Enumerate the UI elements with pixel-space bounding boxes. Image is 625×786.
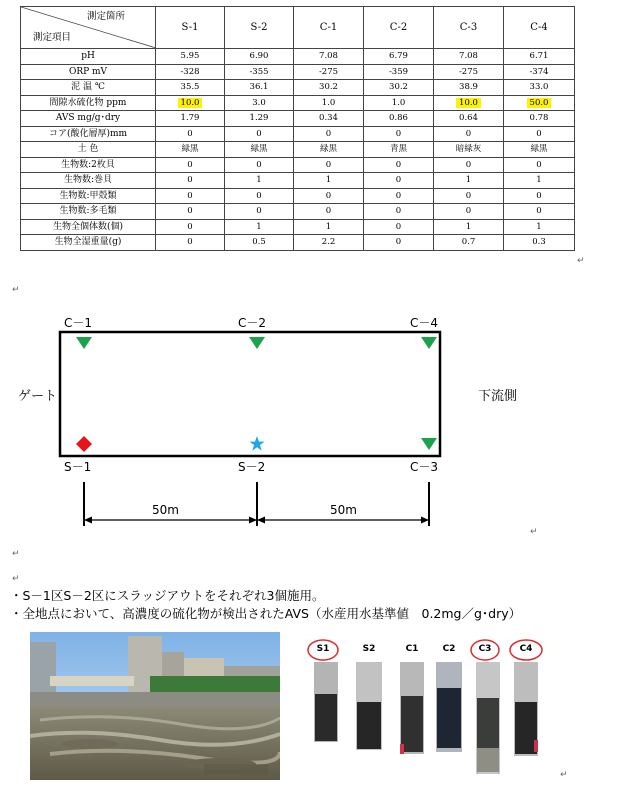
arrowhead bbox=[257, 517, 265, 524]
table-cell bbox=[434, 204, 504, 220]
table-cell bbox=[434, 111, 504, 127]
cell-value: 1 bbox=[256, 221, 262, 232]
return-mark: ↵ bbox=[12, 549, 20, 559]
measurement-table bbox=[20, 6, 575, 251]
cell-value: 0 bbox=[536, 190, 542, 201]
table-cell bbox=[225, 188, 294, 204]
core-label-s2: S2 bbox=[362, 644, 376, 654]
cell-value: 0 bbox=[256, 206, 262, 217]
cell-value: 緑黒 bbox=[319, 144, 337, 155]
cell-value: 2.2 bbox=[321, 237, 336, 248]
highlighted-value: 50.0 bbox=[527, 98, 552, 108]
cell-value: 30.2 bbox=[389, 82, 408, 93]
cell-value: 0 bbox=[187, 175, 193, 186]
cell-value: 0 bbox=[395, 221, 402, 232]
table-corner-cell bbox=[21, 7, 156, 49]
cell-value: 1 bbox=[465, 221, 472, 232]
table-cell bbox=[434, 126, 504, 142]
cell-value: -328 bbox=[180, 66, 200, 77]
cell-value: 0 bbox=[187, 190, 193, 201]
row-label: 土 色 bbox=[21, 142, 156, 158]
table-cell bbox=[156, 111, 225, 127]
table-row bbox=[21, 188, 575, 204]
cell-value: 0 bbox=[395, 206, 402, 217]
return-mark: ↵ bbox=[12, 574, 20, 584]
table-cell bbox=[156, 80, 225, 96]
table-cell bbox=[294, 235, 364, 251]
table-cell bbox=[364, 219, 434, 235]
table-cell bbox=[434, 49, 504, 65]
row-label: ORP mV bbox=[21, 64, 156, 80]
note-avs-detection: ・全地点において、高濃度の硫化物が検出されたAVS（水産用水基準値 0.2mg／g･dry） bbox=[10, 606, 522, 621]
cell-value: 7.08 bbox=[459, 51, 478, 62]
cell-value: 0 bbox=[187, 221, 193, 232]
row-label: 生物数:甲殻類 bbox=[21, 188, 156, 204]
cell-value: 6.71 bbox=[529, 51, 549, 62]
table-row bbox=[21, 157, 575, 173]
table-cell bbox=[225, 64, 294, 80]
table-cell bbox=[225, 219, 294, 235]
core-tube-c1 bbox=[400, 662, 424, 754]
cell-value: 0 bbox=[395, 128, 402, 139]
cell-value: 緑黒 bbox=[181, 144, 199, 155]
table-row bbox=[21, 173, 575, 189]
cell-value: 30.2 bbox=[319, 82, 338, 93]
column-header: C-4 bbox=[504, 7, 575, 49]
table-row bbox=[21, 80, 575, 96]
table-cell bbox=[294, 157, 364, 173]
cell-value: 0 bbox=[256, 128, 262, 139]
cell-value: 0 bbox=[395, 237, 402, 248]
core-label-c3: C3 bbox=[478, 644, 492, 654]
table-header-row bbox=[21, 7, 575, 49]
table-row bbox=[21, 49, 575, 65]
table-row bbox=[21, 95, 575, 111]
distance-label: 50m bbox=[330, 503, 357, 517]
table-cell bbox=[156, 95, 225, 111]
cell-value: 0 bbox=[465, 128, 472, 139]
table-body bbox=[21, 49, 575, 251]
cell-value: 7.08 bbox=[319, 51, 338, 62]
row-label: 生物全湿重量(g) bbox=[21, 235, 156, 251]
cell-value: 1.79 bbox=[180, 113, 200, 124]
table-cell bbox=[225, 204, 294, 220]
table-cell bbox=[504, 64, 575, 80]
corner-label-items: 測定項目 bbox=[33, 32, 72, 43]
diamond-marker-s1 bbox=[76, 436, 92, 452]
table-cell bbox=[294, 142, 364, 158]
table-cell bbox=[504, 173, 575, 189]
table-cell bbox=[364, 80, 434, 96]
cell-value: 1 bbox=[325, 175, 332, 186]
core-tube-c3 bbox=[476, 662, 500, 774]
table-cell bbox=[434, 80, 504, 96]
core-label-c2: C2 bbox=[442, 644, 456, 654]
table-cell bbox=[364, 204, 434, 220]
return-mark: ↵ bbox=[577, 256, 585, 266]
triangle-marker-c1 bbox=[76, 337, 92, 349]
table-cell bbox=[364, 157, 434, 173]
triangle-marker-c4 bbox=[421, 337, 437, 349]
row-label: 生物全個体数(個) bbox=[21, 219, 156, 235]
column-header: C-2 bbox=[364, 7, 434, 49]
table-cell bbox=[434, 173, 504, 189]
table-cell bbox=[156, 204, 225, 220]
table-cell bbox=[156, 49, 225, 65]
table-cell bbox=[364, 188, 434, 204]
table-cell bbox=[225, 173, 294, 189]
cell-value: 0.5 bbox=[252, 237, 266, 248]
table-cell bbox=[504, 126, 575, 142]
table-cell bbox=[156, 235, 225, 251]
row-label: 生物数:巻貝 bbox=[21, 173, 156, 189]
table-cell bbox=[294, 49, 364, 65]
table-cell bbox=[156, 126, 225, 142]
field-site-photo bbox=[30, 632, 280, 780]
table-row bbox=[21, 64, 575, 80]
table-cell bbox=[225, 126, 294, 142]
column-header: S-2 bbox=[225, 7, 294, 49]
cell-value: 0 bbox=[395, 175, 402, 186]
cell-value: 6.90 bbox=[249, 51, 269, 62]
cell-value: 0 bbox=[187, 128, 193, 139]
table-cell bbox=[156, 64, 225, 80]
cell-value: 0.7 bbox=[461, 237, 476, 248]
cell-value: 0 bbox=[325, 159, 332, 170]
site-label-c3: C－3 bbox=[410, 460, 439, 474]
table-cell bbox=[225, 95, 294, 111]
cell-value: -275 bbox=[318, 66, 339, 77]
cell-value: 0 bbox=[465, 190, 472, 201]
cell-value: 0.86 bbox=[389, 113, 408, 124]
row-label: 泥 温 ℃ bbox=[21, 80, 156, 96]
cell-value: 0 bbox=[395, 159, 402, 170]
table-cell bbox=[504, 95, 575, 111]
table-cell bbox=[504, 188, 575, 204]
cell-value: 38.9 bbox=[459, 82, 478, 93]
table-cell bbox=[294, 173, 364, 189]
cell-value: 0 bbox=[325, 190, 332, 201]
table-cell bbox=[504, 111, 575, 127]
column-header: C-1 bbox=[294, 7, 364, 49]
highlighted-value: 10.0 bbox=[456, 98, 481, 108]
gate-label: ゲート bbox=[18, 389, 58, 404]
table-cell bbox=[434, 188, 504, 204]
cell-value: 6.79 bbox=[389, 51, 408, 62]
cell-value: 0 bbox=[465, 206, 472, 217]
row-label: コア(酸化層厚)mm bbox=[21, 126, 156, 142]
table-cell bbox=[294, 204, 364, 220]
site-label-c2: C－2 bbox=[238, 316, 267, 330]
canal-photo-illustration bbox=[30, 632, 280, 780]
table-cell bbox=[156, 219, 225, 235]
table-cell bbox=[434, 142, 504, 158]
core-label-circles bbox=[306, 636, 556, 781]
cell-value: 0 bbox=[256, 159, 262, 170]
cell-value: -275 bbox=[458, 66, 479, 77]
row-label: 生物数:多毛類 bbox=[21, 204, 156, 220]
triangle-marker-c2 bbox=[249, 337, 265, 349]
arrowhead bbox=[421, 517, 429, 524]
site-label-s1: S－1 bbox=[64, 460, 92, 474]
note-sludge-application: ・S－1区S－2区にスラッジアウトをそれぞれ3個施用。 bbox=[10, 588, 325, 603]
table-cell bbox=[434, 64, 504, 80]
cell-value: 1 bbox=[325, 221, 332, 232]
return-mark: ↵ bbox=[12, 285, 20, 295]
table-cell bbox=[434, 157, 504, 173]
cell-value: 0.3 bbox=[532, 237, 546, 248]
cell-value: -359 bbox=[388, 66, 409, 77]
table-cell bbox=[294, 95, 364, 111]
column-header: S-1 bbox=[156, 7, 225, 49]
site-label-c4: C－4 bbox=[410, 316, 439, 330]
table-cell bbox=[225, 157, 294, 173]
table-cell bbox=[225, 49, 294, 65]
cell-value: 1 bbox=[536, 221, 542, 232]
cell-value: 0 bbox=[325, 206, 332, 217]
cell-value: 1.0 bbox=[391, 97, 406, 108]
row-label: AVS mg/g･dry bbox=[21, 111, 156, 127]
table-cell bbox=[504, 142, 575, 158]
cell-value: 0 bbox=[187, 159, 193, 170]
table-row bbox=[21, 219, 575, 235]
table-cell bbox=[504, 219, 575, 235]
table-cell bbox=[225, 80, 294, 96]
site-label-c1: C－1 bbox=[64, 316, 93, 330]
core-tube-s1 bbox=[314, 662, 338, 742]
table-cell bbox=[364, 126, 434, 142]
site-label-s2: S－2 bbox=[238, 460, 266, 474]
table-cell bbox=[156, 157, 225, 173]
table-cell bbox=[294, 111, 364, 127]
cell-value: 0 bbox=[325, 128, 332, 139]
core-tube-c2 bbox=[436, 662, 462, 752]
corner-label-sites: 測定箇所 bbox=[86, 11, 125, 22]
cell-value: 緑黒 bbox=[250, 144, 268, 155]
table-row bbox=[21, 126, 575, 142]
cell-value: 0 bbox=[256, 190, 262, 201]
table-cell bbox=[225, 111, 294, 127]
highlighted-value: 10.0 bbox=[178, 98, 203, 108]
table-cell bbox=[294, 126, 364, 142]
table-cell bbox=[294, 64, 364, 80]
table-row bbox=[21, 204, 575, 220]
cell-value: 0 bbox=[536, 159, 542, 170]
table-row bbox=[21, 142, 575, 158]
core-label-s1: S1 bbox=[316, 644, 330, 654]
table-cell bbox=[364, 235, 434, 251]
cell-value: 1.0 bbox=[321, 97, 336, 108]
cell-value: -355 bbox=[249, 66, 269, 77]
cell-value: 0 bbox=[187, 206, 193, 217]
core-sample-photo bbox=[306, 636, 556, 781]
table-cell bbox=[364, 142, 434, 158]
return-mark: ↵ bbox=[560, 770, 568, 780]
cell-value: 1 bbox=[536, 175, 542, 186]
table-cell bbox=[504, 204, 575, 220]
table-row bbox=[21, 235, 575, 251]
core-tube-c4 bbox=[514, 662, 538, 756]
table-cell bbox=[364, 95, 434, 111]
cell-value: 0.64 bbox=[459, 113, 478, 124]
table-cell bbox=[294, 188, 364, 204]
table-cell bbox=[504, 235, 575, 251]
cell-value: -374 bbox=[529, 66, 549, 77]
star-marker-s2 bbox=[249, 436, 264, 451]
downstream-label: 下流側 bbox=[478, 389, 518, 404]
table-cell bbox=[294, 219, 364, 235]
row-label: 間隙水硫化物 ppm bbox=[21, 95, 156, 111]
cell-value: 1 bbox=[256, 175, 262, 186]
table-cell bbox=[434, 235, 504, 251]
table-cell bbox=[504, 49, 575, 65]
table-cell bbox=[156, 142, 225, 158]
cell-value: 0 bbox=[536, 128, 542, 139]
cell-value: 0.78 bbox=[529, 113, 549, 124]
cell-value: 0 bbox=[187, 237, 193, 248]
table-cell bbox=[504, 80, 575, 96]
table-cell bbox=[434, 95, 504, 111]
cell-value: 1.29 bbox=[249, 113, 269, 124]
core-label-c1: C1 bbox=[405, 644, 419, 654]
cell-value: 暗緑灰 bbox=[455, 144, 482, 155]
table-cell bbox=[364, 111, 434, 127]
table-cell bbox=[364, 49, 434, 65]
cell-value: 1 bbox=[465, 175, 472, 186]
core-tube-s2 bbox=[356, 662, 382, 750]
triangle-marker-c3 bbox=[421, 438, 437, 450]
cell-value: 3.0 bbox=[252, 97, 266, 108]
site-map-diagram bbox=[0, 300, 625, 540]
column-header: C-3 bbox=[434, 7, 504, 49]
table-cell bbox=[156, 173, 225, 189]
table-cell bbox=[294, 80, 364, 96]
cell-value: 0 bbox=[465, 159, 472, 170]
table-cell bbox=[434, 219, 504, 235]
cell-value: 青黒 bbox=[389, 144, 407, 155]
table-cell bbox=[225, 142, 294, 158]
cell-value: 5.95 bbox=[180, 51, 200, 62]
arrowhead bbox=[249, 517, 257, 524]
row-label: pH bbox=[21, 49, 156, 65]
core-label-c4: C4 bbox=[519, 644, 533, 654]
arrowhead bbox=[84, 517, 92, 524]
cell-value: 33.0 bbox=[529, 82, 549, 93]
table-cell bbox=[504, 157, 575, 173]
cell-value: 36.1 bbox=[249, 82, 269, 93]
cell-value: 0 bbox=[395, 190, 402, 201]
table-row bbox=[21, 111, 575, 127]
table-cell bbox=[364, 64, 434, 80]
table-cell bbox=[225, 235, 294, 251]
cell-value: 35.5 bbox=[180, 82, 200, 93]
cell-value: 0 bbox=[536, 206, 542, 217]
cell-value: 緑黒 bbox=[530, 144, 548, 155]
table-cell bbox=[156, 188, 225, 204]
row-label: 生物数:2枚貝 bbox=[21, 157, 156, 173]
channel-outline bbox=[60, 332, 440, 456]
table-cell bbox=[364, 173, 434, 189]
cell-value: 0.34 bbox=[319, 113, 338, 124]
distance-label: 50m bbox=[152, 503, 179, 517]
return-mark: ↵ bbox=[530, 527, 538, 537]
